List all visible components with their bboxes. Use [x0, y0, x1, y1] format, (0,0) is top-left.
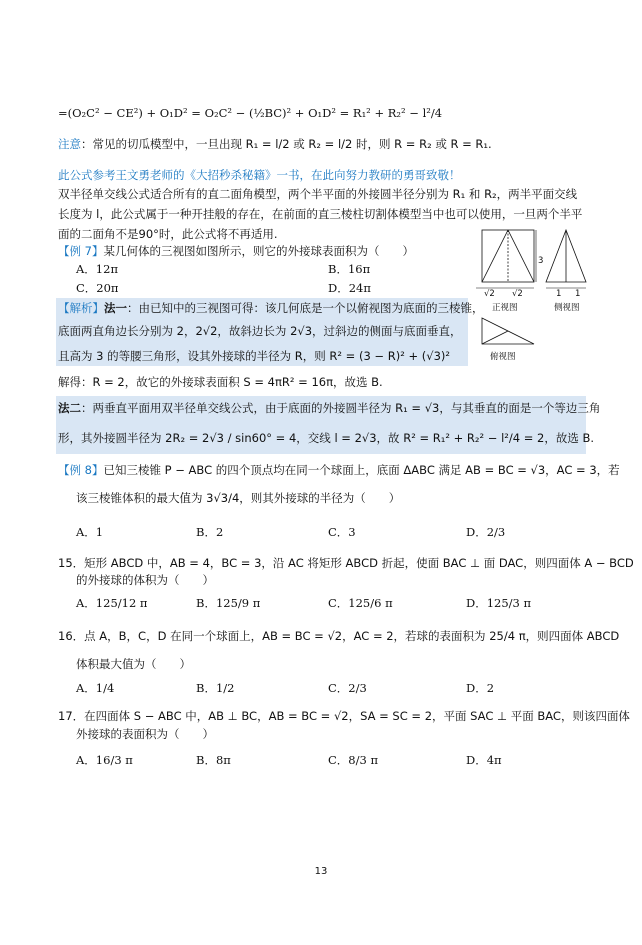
- solution-7-line-3: 且高为 3 的等腰三角形，设其外接球的半径为 R，则 R² = (3 − R)² + (√3)²: [58, 349, 450, 363]
- example-8-tag: 【例 8】: [58, 463, 104, 477]
- side-view-caption: 侧视图: [554, 303, 580, 313]
- front-view-base-left: √2: [484, 289, 495, 299]
- example-7-option-c: C．20π: [76, 281, 119, 295]
- example-8-option-a: A．1: [76, 525, 104, 539]
- front-view: [476, 230, 536, 288]
- side-view-base-right: 1: [575, 289, 581, 299]
- example-7-option-b: B．16π: [328, 262, 371, 276]
- question-17-option-c: C．8/3 π: [328, 753, 379, 767]
- solution-7-line-4: 解得：R = 2，故它的外接球表面积 S = 4πR² = 16π，故选 B.: [58, 375, 383, 389]
- example-7-stem: 【例 7】某几何体的三视图如图所示，则它的外接球表面积为（ ）: [58, 244, 414, 258]
- side-view-base-left: 1: [556, 289, 562, 299]
- question-16-line-1: 16．点 A，B，C，D 在同一个球面上，AB = BC = √2，AC = 2，若球的表面积为 25/4 π，则四面体 ABCD: [58, 629, 620, 643]
- example-8-line-2: 该三棱锥体积的最大值为 3√3/4，则其外接球的半径为（ ）: [76, 491, 401, 505]
- example-8-option-c: C．3: [328, 525, 356, 539]
- example-7-option-d: D．24π: [328, 281, 371, 295]
- question-15-option-c: C．125/6 π: [328, 596, 393, 610]
- note-text: ：常见的切瓜模型中，一旦出现 R₁ = l/2 或 R₂ = l/2 时，则 R = R₂ 或 R = R₁.: [81, 137, 492, 151]
- question-17-option-b: B．8π: [196, 753, 231, 767]
- credit-line: 此公式参考王文勇老师的《大招秒杀秘籍》一书，在此向努力教研的勇哥致敬！: [58, 168, 461, 182]
- question-16-option-a: A．1/4: [76, 681, 115, 695]
- question-16-option-c: C．2/3: [328, 681, 367, 695]
- example-8-option-b: B．2: [196, 525, 224, 539]
- note-label: 注意: [58, 137, 81, 151]
- question-17-line-2: 外接球的表面积为（ ）: [76, 727, 214, 741]
- question-15-line-2: 的外接球的体积为（ ）: [76, 573, 214, 587]
- question-17-option-a: A．16/3 π: [76, 753, 133, 767]
- front-view-base-right: √2: [512, 289, 523, 299]
- question-16-line-2: 体积最大值为（ ）: [76, 657, 191, 671]
- solution-7-line-6: 形，其外接圆半径为 2R₂ = 2√3 / sin60° = 4，交线 l = 2√3，故 R² = R₁² + R₂² − l²/4 = 2，故选 B.: [58, 431, 595, 445]
- front-view-height-label: 3: [538, 256, 544, 266]
- example-7-option-a: A．12π: [76, 262, 118, 276]
- question-17-option-d: D．4π: [466, 753, 502, 767]
- question-15-line-1: 15．矩形 ABCD 中，AB = 4，BC = 3，沿 AC 将矩形 ABCD 折起，使面 BAC ⊥ 面 DAC，则四面体 A − BCD: [58, 556, 634, 570]
- question-17-line-1: 17．在四面体 S − ABC 中，AB ⊥ BC，AB = BC = √2，SA = SC = 2，平面 SAC ⊥ 平面 BAC，则该四面体: [58, 709, 630, 723]
- formula-top: =(O₂C² − CE²) + O₁D² = O₂C² − (½BC)² + O₁D² = R₁² + R₂² − l²/4: [58, 106, 443, 120]
- front-view-caption: 正视图: [492, 303, 518, 313]
- solution-7-line-5: 法二：两垂直平面用双半径单交线公式，由于底面的外接圆半径为 R₁ = √3，与其垂直的面是一个等边三角: [58, 401, 601, 415]
- solution-7-line-2: 底面两直角边长分别为 2，2√2，故斜边长为 2√3，过斜边的侧面与底面垂直，: [58, 324, 462, 338]
- formula-paragraph: 双半径单交线公式适合所有的直二面角模型，两个半平面的外接圆半径分别为 R₁ 和 R₂，两半平面交线长度为 l，此公式属于一种开挂般的存在，在前面的直三棱柱切割体模型当中也可以使用，一旦两个半平面的二面角不是90°时，此公式将不再适用.: [58, 187, 583, 241]
- note-line: [58, 136, 492, 152]
- question-15-option-a: A．125/12 π: [76, 596, 148, 610]
- question-16-option-b: B．1/2: [196, 681, 235, 695]
- solution-7-line-1: 【解析】法一：由已知中的三视图可得：该几何底是一个以俯视图为底面的三棱锥，: [58, 301, 484, 315]
- question-15-option-d: D．125/3 π: [466, 596, 532, 610]
- question-15-option-b: B．125/9 π: [196, 596, 261, 610]
- side-view: [546, 230, 586, 288]
- top-view: [482, 318, 534, 344]
- question-16-option-d: D．2: [466, 681, 495, 695]
- example-7-tag: 【例 7】: [58, 244, 104, 258]
- example-8-line-1: 【例 8】已知三棱锥 P − ABC 的四个顶点均在同一个球面上，底面 ΔABC 满足 AB = BC = √3，AC = 3，若: [58, 463, 620, 477]
- page-number: 13: [314, 866, 328, 877]
- example-8-option-d: D．2/3: [466, 525, 506, 539]
- top-view-caption: 俯视图: [490, 352, 516, 362]
